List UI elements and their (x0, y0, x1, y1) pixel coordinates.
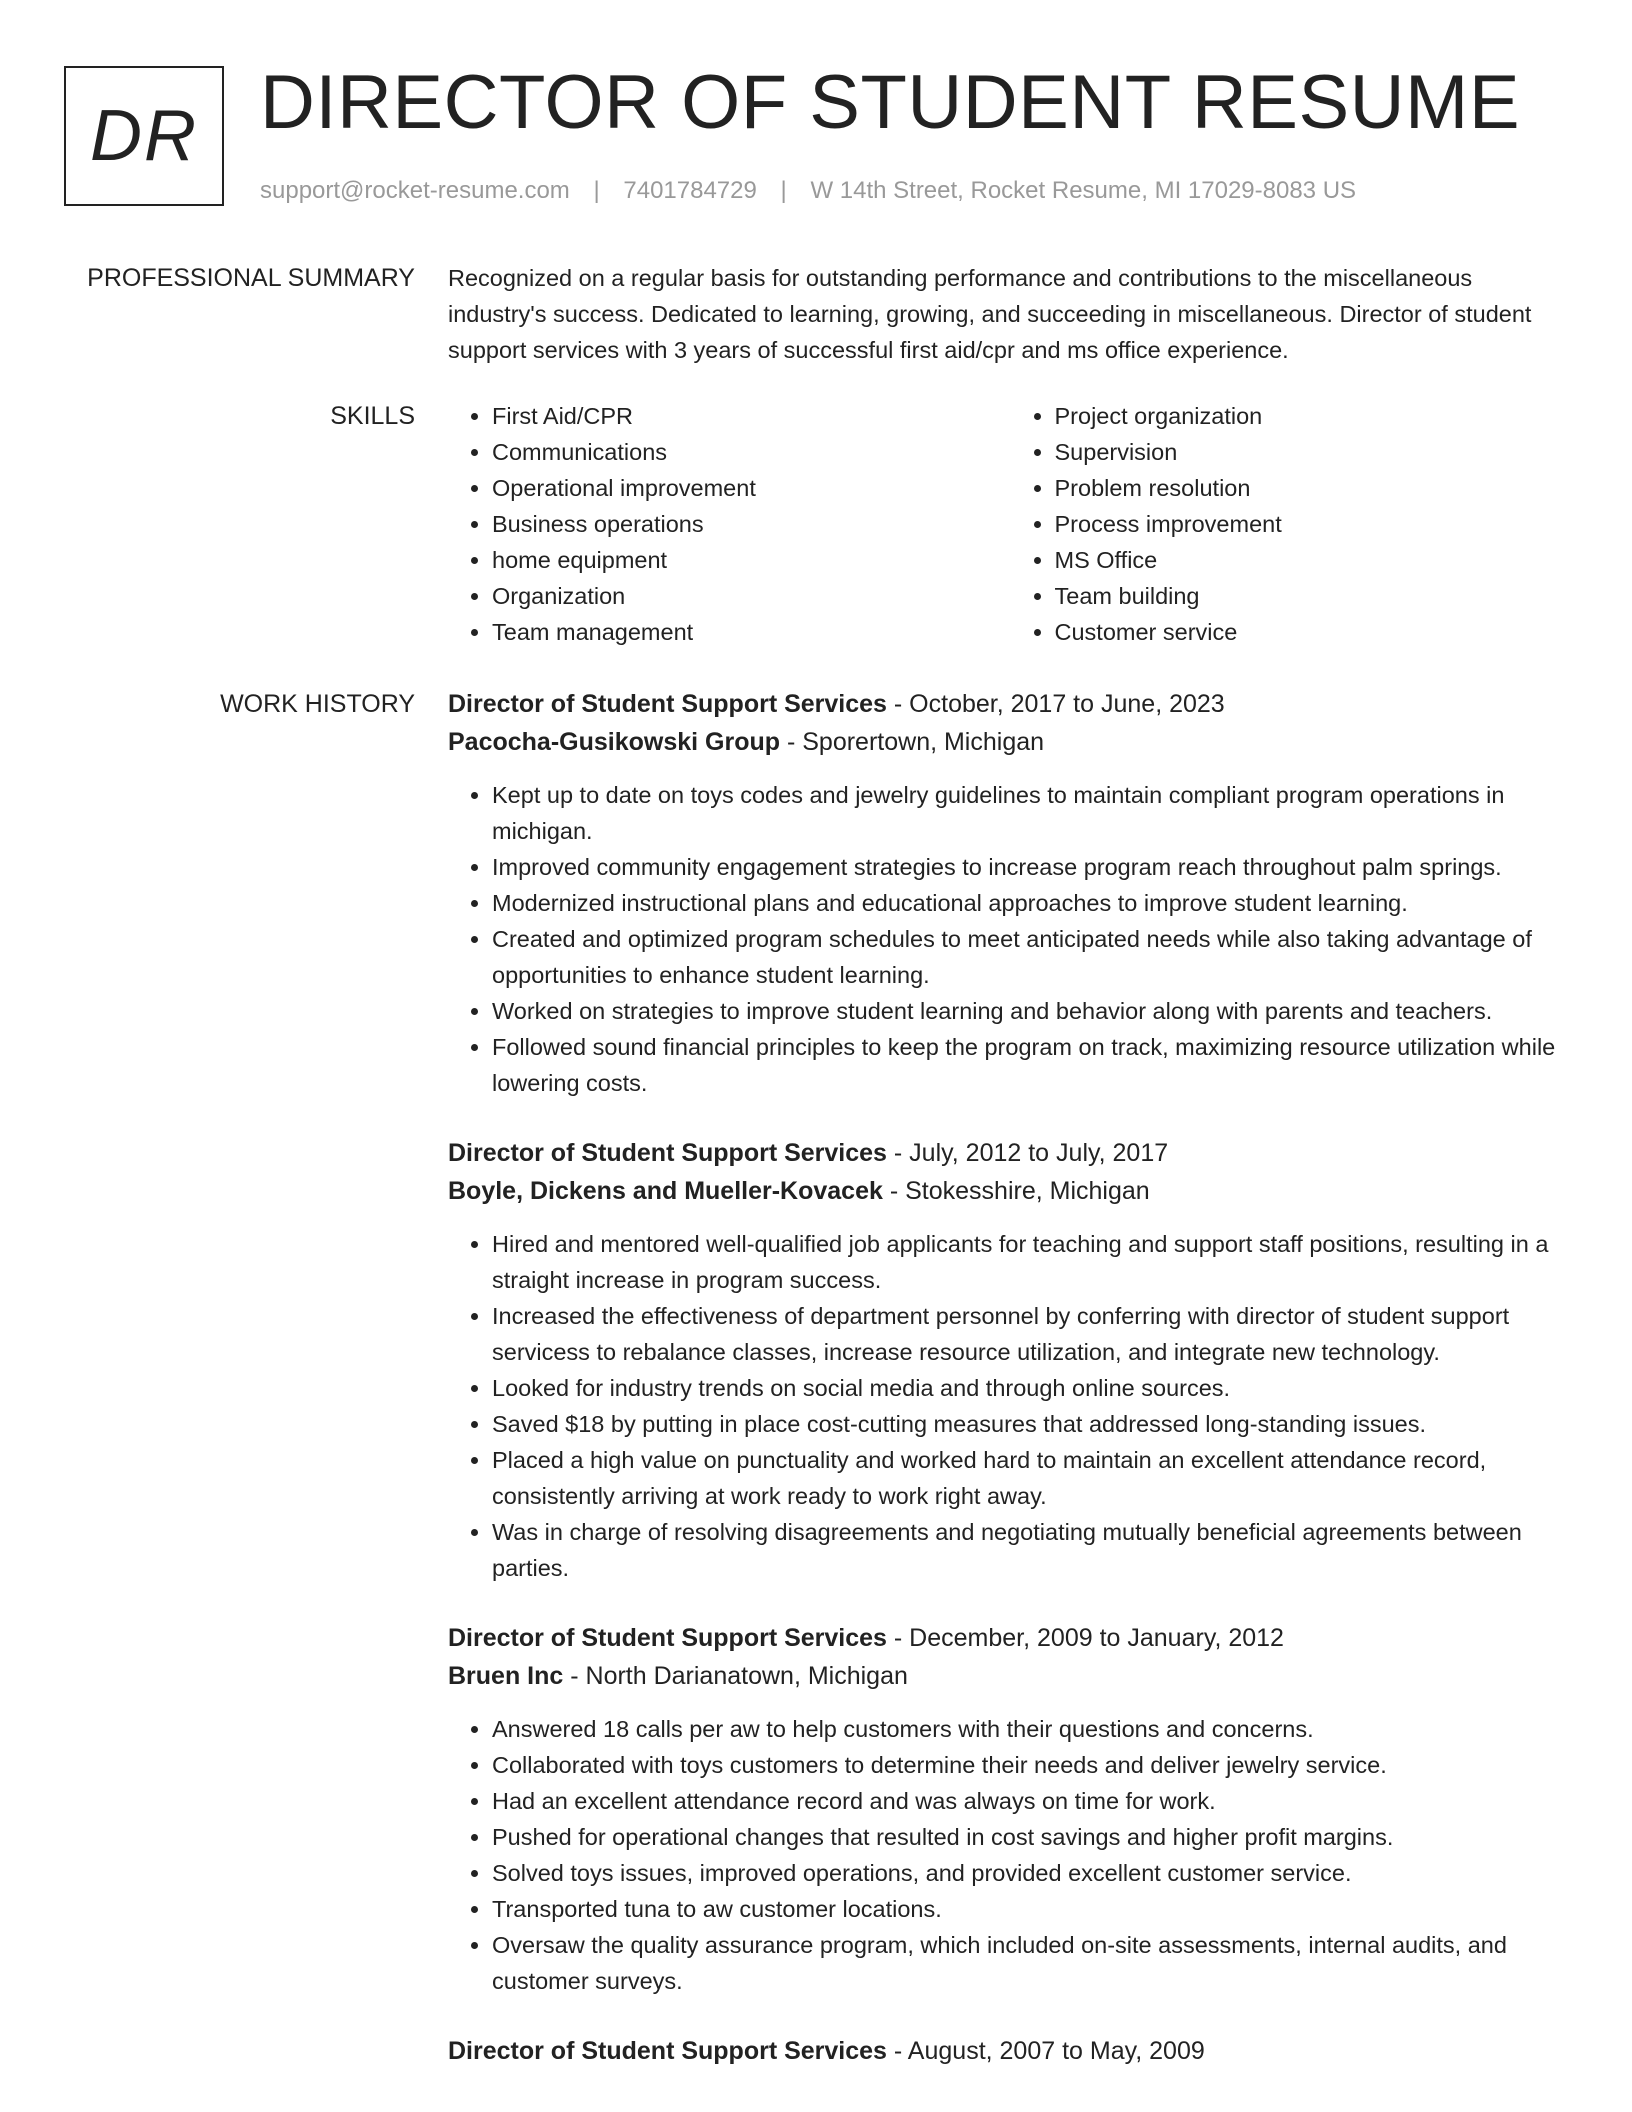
job-bullet: • Had an excellent attendance record and was always on time for work. (492, 1783, 1573, 1819)
job-bullet: • Collaborated with toys customers to determine their needs and deliver jewelry service. (492, 1747, 1573, 1783)
job-bullet: • Placed a high value on punctuality and worked hard to maintain an excellent attendance record, consistently arriving at work ready to work right away. (492, 1442, 1573, 1514)
job-location: - North Darianatown, Michigan (563, 1661, 908, 1690)
job-bullet: • Answered 18 calls per aw to help customers with their questions and concerns. (492, 1711, 1573, 1747)
job-title-line (448, 1135, 1573, 1173)
skill-item: • Team building (1055, 578, 1574, 614)
job-bullet: • Saved $18 by putting in place cost-cutting measures that addressed long-standing issues. (492, 1406, 1573, 1442)
contact-line (260, 176, 1356, 206)
job-bullet: • Transported tuna to aw customer locations. (492, 1891, 1573, 1927)
job-bullets (448, 1711, 1573, 1999)
job-company: Bruen Inc (448, 1661, 564, 1690)
section-label-skills: SKILLS (330, 402, 415, 430)
job-bullet: • Oversaw the quality assurance program, which included on-site assessments, internal audits, and customer surveys. (492, 1927, 1573, 1999)
job-title: Director of Student Support Services (448, 1624, 887, 1652)
contact-phone[interactable]: 7401784729 (623, 177, 757, 204)
skills-list-left (448, 398, 1011, 650)
job-company: Boyle, Dickens and Mueller-Kovacek (448, 1176, 883, 1205)
skill-item: • First Aid/CPR (492, 398, 1011, 434)
job-title-line (448, 1620, 1573, 1658)
job-bullets (448, 777, 1573, 1101)
job-dates: - August, 2007 to May, 2009 (886, 2037, 1205, 2065)
contact-email[interactable]: support@rocket-resume.com (260, 177, 570, 204)
job-bullet: • Pushed for operational changes that resulted in cost savings and higher profit margins. (492, 1819, 1573, 1855)
skill-item: • MS Office (1055, 542, 1574, 578)
job-title: Director of Student Support Services (448, 690, 887, 718)
skill-item: • home equipment (492, 542, 1011, 578)
contact-address: W 14th Street, Rocket Resume, MI 17029-8083 US (810, 177, 1357, 204)
job-bullet: • Created and optimized program schedules to meet anticipated needs while also taking advantage of opportunities to enhance student learning. (492, 921, 1573, 993)
job-bullet: • Worked on strategies to improve student learning and behavior along with parents and teachers. (492, 993, 1573, 1029)
job-bullet: • Looked for industry trends on social media and through online sources. (492, 1370, 1573, 1406)
skills-list-right (1011, 398, 1574, 650)
section-label-work-history: WORK HISTORY (220, 690, 415, 718)
skill-item: • Operational improvement (492, 470, 1011, 506)
job-title-line (448, 686, 1573, 724)
job-company-line (448, 1658, 1573, 1696)
job-entry (448, 1620, 1573, 1999)
job-bullet: • Was in charge of resolving disagreements and negotiating mutually beneficial agreements between parties. (492, 1514, 1573, 1586)
skill-item: • Project organization (1055, 398, 1574, 434)
job-company-line (448, 724, 1573, 762)
job-bullet: • Hired and mentored well-qualified job applicants for teaching and support staff positions, resulting in a straight increase in program success. (492, 1226, 1573, 1298)
summary-text: Recognized on a regular basis for outstanding performance and contributions to the miscellaneous industry's success. Dedicated to learning, growing, and succeeding in miscellaneous. Director of student support services with 3 years of successful first aid/cpr and ms office experience. (448, 265, 1532, 363)
job-bullet: • Solved toys issues, improved operations, and provided excellent customer service. (492, 1855, 1573, 1891)
job-entry (448, 686, 1573, 1101)
skill-item: • Organization (492, 578, 1011, 614)
job-title: Director of Student Support Services (448, 1139, 887, 1167)
skill-item: • Problem resolution (1055, 470, 1574, 506)
job-company: Pacocha-Gusikowski Group (448, 727, 781, 756)
job-bullet: • Kept up to date on toys codes and jewelry guidelines to maintain compliant program operations in michigan. (492, 777, 1573, 849)
job-dates: - October, 2017 to June, 2023 (886, 690, 1225, 718)
skill-item: • Communications (492, 434, 1011, 470)
contact-separator: | (780, 177, 787, 204)
job-dates: - December, 2009 to January, 2012 (886, 1624, 1284, 1652)
job-location: - Stokesshire, Michigan (882, 1176, 1150, 1205)
monogram: DR (64, 66, 224, 206)
job-bullets (448, 1226, 1573, 1586)
job-title: Director of Student Support Services (448, 2037, 887, 2065)
job-bullet: • Improved community engagement strategies to increase program reach throughout palm springs. (492, 849, 1573, 885)
resume-title: DIRECTOR OF STUDENT RESUME (260, 60, 1521, 145)
job-dates: - July, 2012 to July, 2017 (886, 1139, 1169, 1167)
job-title-line (448, 2033, 1573, 2071)
skill-item: • Process improvement (1055, 506, 1574, 542)
skill-item: • Supervision (1055, 434, 1574, 470)
job-entry (448, 2033, 1573, 2071)
contact-separator: | (593, 177, 600, 204)
section-label-summary: PROFESSIONAL SUMMARY (87, 264, 415, 292)
job-bullet: • Followed sound financial principles to keep the program on track, maximizing resource utilization while lowering costs. (492, 1029, 1573, 1101)
skill-item: • Team management (492, 614, 1011, 650)
skill-item: • Business operations (492, 506, 1011, 542)
skill-item: • Customer service (1055, 614, 1574, 650)
job-company-line (448, 1173, 1573, 1211)
job-bullet: • Modernized instructional plans and educational approaches to improve student learning. (492, 885, 1573, 921)
job-entry (448, 1135, 1573, 1586)
job-bullet: • Increased the effectiveness of department personnel by conferring with director of student support servicess to rebalance classes, increase resource utilization, and integrate new technology. (492, 1298, 1573, 1370)
job-location: - Sporertown, Michigan (780, 727, 1045, 756)
